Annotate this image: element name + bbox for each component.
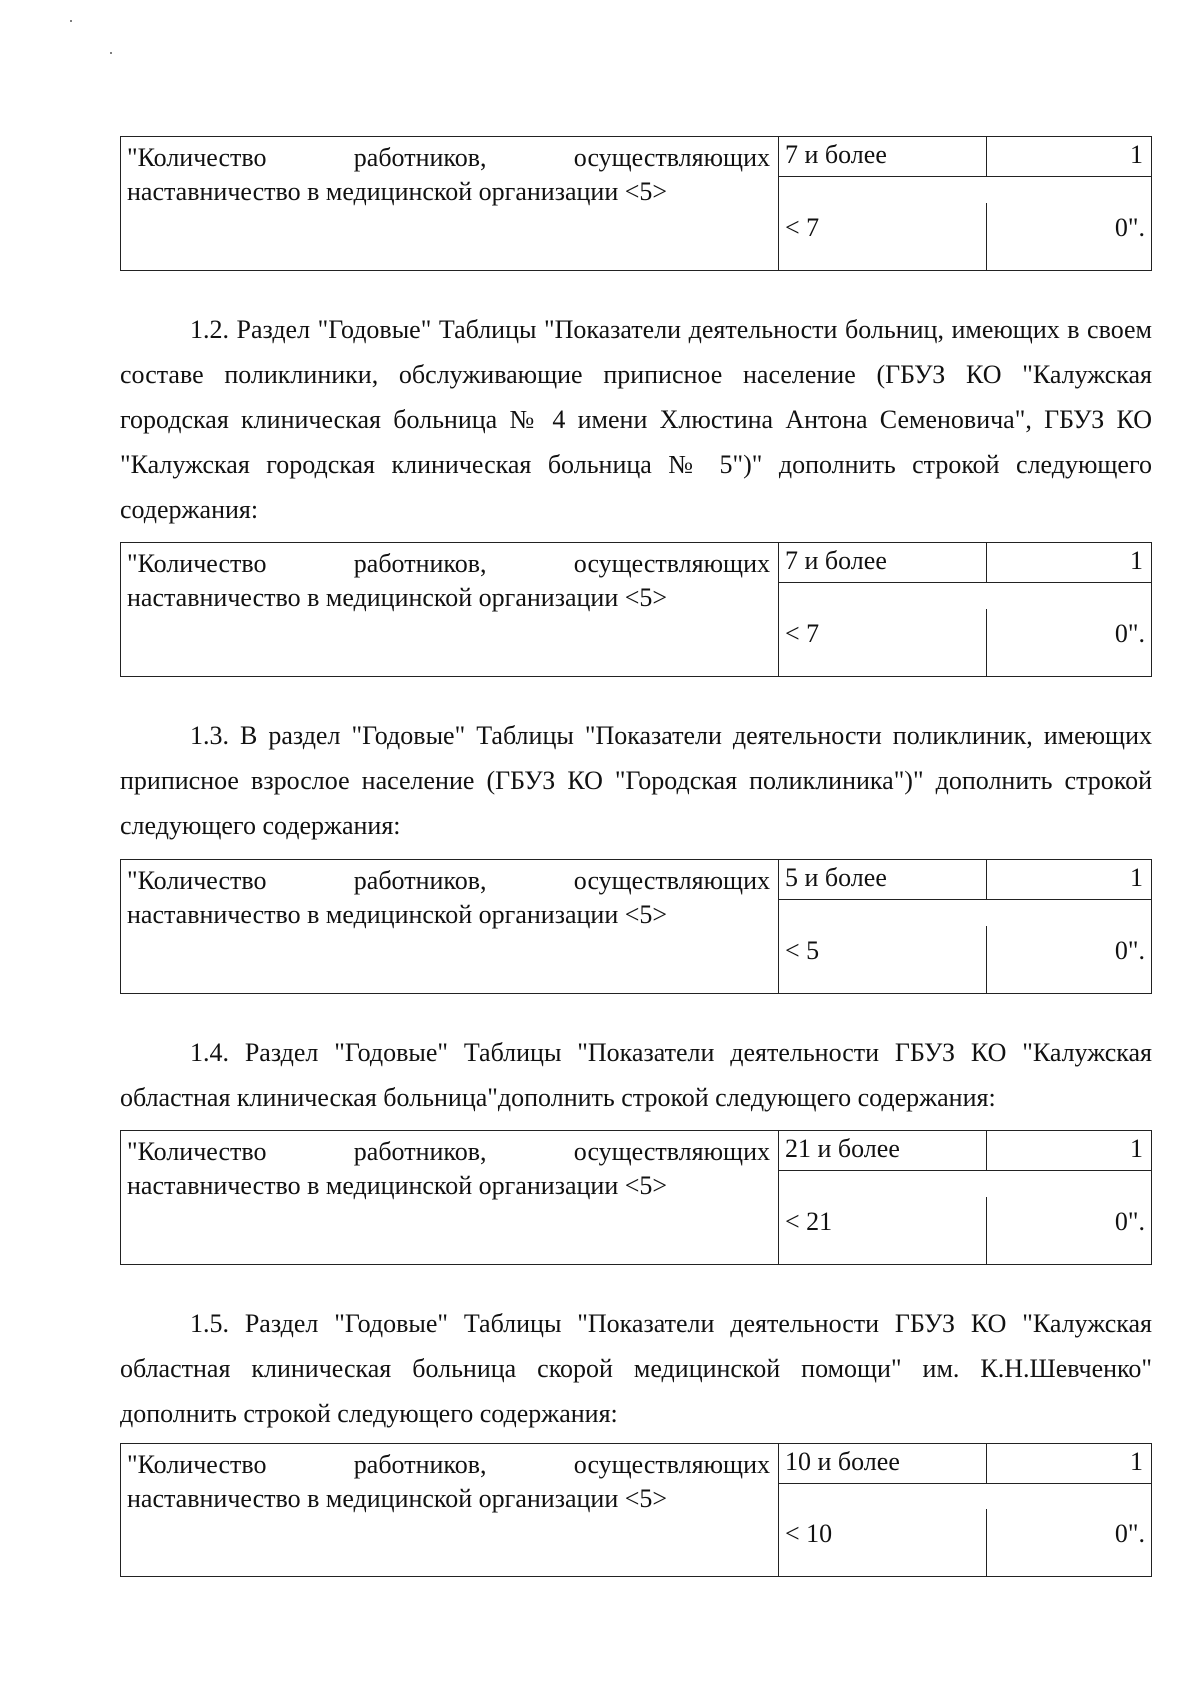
criterion-word: работников, (353, 549, 487, 578)
points-high-cell: 1 (987, 1444, 1151, 1484)
criterion-word: осуществляющих (573, 1450, 770, 1479)
threshold-low-cell: < 5 (779, 926, 987, 994)
criterion-word: работников, (353, 1450, 487, 1479)
points-low-cell: 0". (1114, 212, 1145, 242)
threshold-low-cell: < 7 (779, 203, 987, 271)
paragraph-1-2: 1.2. Раздел "Годовые" Таблицы "Показатели деятельности больниц, имеющих в своем составе поликлиники, обслуживающие приписное население (ГБУЗ КО "Калужская городская клиническая больница № 4 имени Хлюстина Антона Семеновича", ГБУЗ КО "Калужская городская клиническая больница № 5")" дополнить строкой следующего содержания: (120, 315, 1152, 524)
scan-speck (110, 52, 112, 54)
criterion-line-2: наставничество в медицинской организации <5> (127, 1484, 668, 1513)
paragraph-1-5: 1.5. Раздел "Годовые" Таблицы "Показатели деятельности ГБУЗ КО "Калужская областная клиническая больница скорой медицинской помощи" им. К.Н.Шевченко" дополнить строкой следующего содержания: (120, 1309, 1152, 1428)
criterion-line-1 (127, 141, 770, 175)
criterion-line-1 (127, 547, 770, 581)
criterion-cell (121, 1131, 779, 1264)
points-high-cell: 1 (987, 860, 1151, 900)
criterion-word: осуществляющих (573, 1137, 770, 1166)
criterion-line-1 (127, 864, 770, 898)
criterion-word: осуществляющих (573, 549, 770, 578)
criterion-word: "Количество (127, 1450, 267, 1479)
criteria-table-1 (120, 136, 1152, 271)
criterion-word: работников, (353, 143, 487, 172)
threshold-high-cell: 5 и более (779, 860, 987, 900)
threshold-low-cell: < 10 (779, 1509, 987, 1576)
points-low-cell: 0". (1114, 618, 1145, 648)
criterion-word: "Количество (127, 866, 267, 895)
criteria-table-2 (120, 542, 1152, 677)
criterion-line-2: наставничество в медицинской организации <5> (127, 583, 668, 612)
paragraph-1-3: 1.3. В раздел "Годовые" Таблицы "Показатели деятельности поликлиник, имеющих приписное взрослое население (ГБУЗ КО "Городская поликлиника")" дополнить строкой следующего содержания: (120, 721, 1152, 840)
points-high-cell: 1 (987, 543, 1151, 583)
criterion-word: "Количество (127, 143, 267, 172)
criterion-cell (121, 860, 779, 993)
criteria-table-3 (120, 859, 1152, 994)
threshold-low-cell: < 7 (779, 609, 987, 677)
points-high-cell: 1 (987, 1131, 1151, 1171)
points-high-cell: 1 (987, 137, 1151, 177)
points-low-cell: 0". (1114, 1206, 1145, 1236)
scan-speck (70, 20, 72, 22)
criterion-word: работников, (353, 866, 487, 895)
points-low-cell: 0". (1114, 1519, 1145, 1548)
criterion-line-1 (127, 1448, 770, 1482)
criterion-cell (121, 543, 779, 676)
criterion-word: "Количество (127, 1137, 267, 1166)
criteria-table-5 (120, 1443, 1152, 1577)
paragraph-1-4: 1.4. Раздел "Годовые" Таблицы "Показатели деятельности ГБУЗ КО "Калужская областная клиническая больница"дополнить строкой следующего содержания: (120, 1038, 1152, 1112)
threshold-high-cell: 7 и более (779, 137, 987, 177)
criterion-line-1 (127, 1135, 770, 1169)
criterion-word: "Количество (127, 549, 267, 578)
threshold-low-cell: < 21 (779, 1197, 987, 1265)
criterion-cell (121, 1444, 779, 1576)
criterion-line-2: наставничество в медицинской организации <5> (127, 1171, 668, 1200)
criterion-word: осуществляющих (573, 143, 770, 172)
criterion-line-2: наставничество в медицинской организации <5> (127, 900, 668, 929)
criterion-word: осуществляющих (573, 866, 770, 895)
criterion-line-2: наставничество в медицинской организации <5> (127, 177, 668, 206)
threshold-high-cell: 7 и более (779, 543, 987, 583)
points-low-cell: 0". (1114, 935, 1145, 965)
criterion-cell (121, 137, 779, 270)
criterion-word: работников, (353, 1137, 487, 1166)
criteria-table-4 (120, 1130, 1152, 1265)
threshold-high-cell: 10 и более (779, 1444, 987, 1484)
threshold-high-cell: 21 и более (779, 1131, 987, 1171)
